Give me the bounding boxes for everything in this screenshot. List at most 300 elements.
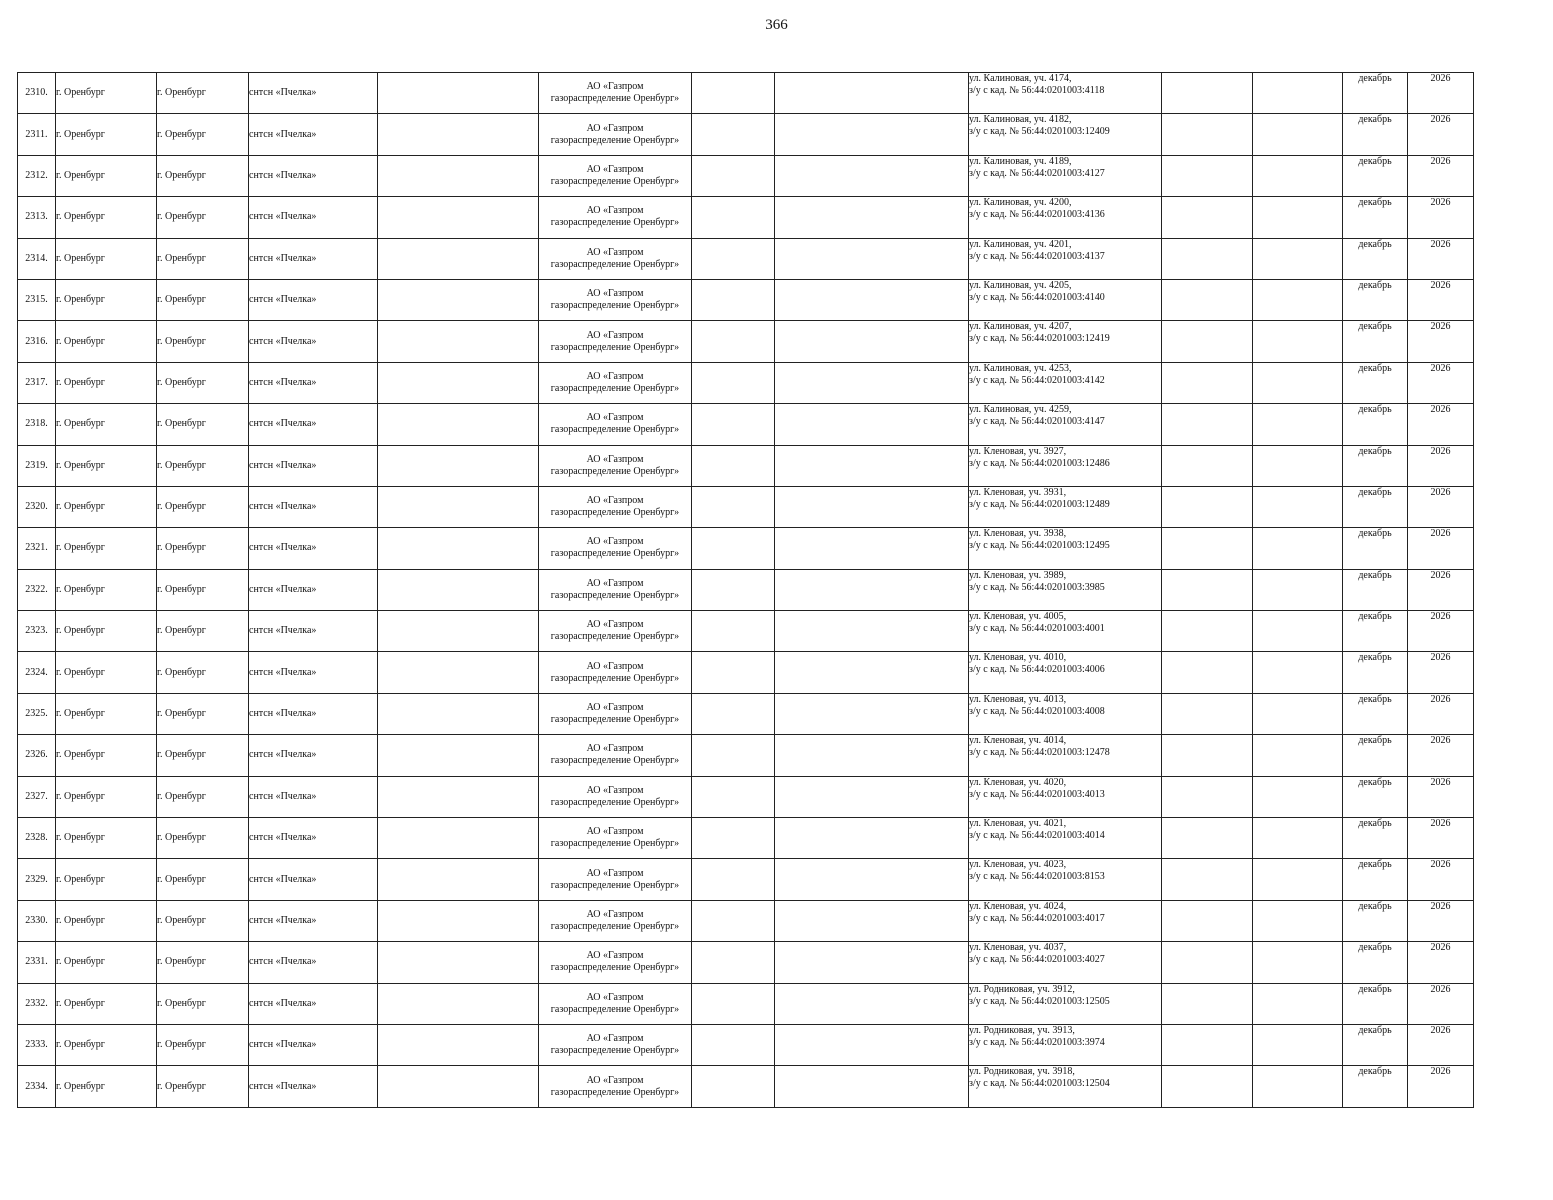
address-cell (969, 1024, 1162, 1065)
empty-cell (692, 404, 775, 445)
organization-cell (539, 569, 692, 610)
organization-cell (539, 73, 692, 114)
month-cell: декабрь (1343, 404, 1408, 445)
table-row (18, 1066, 1474, 1107)
address-line-1: ул. Калиновая, уч. 4174, (969, 73, 1072, 84)
table-row (18, 611, 1474, 652)
empty-cell (692, 362, 775, 403)
empty-cell (775, 321, 969, 362)
organization-line-2: газораспределение Оренбург» (550, 672, 680, 684)
settlement-cell: г. Оренбург (157, 362, 249, 403)
year-cell: 2026 (1408, 569, 1474, 610)
empty-cell (692, 693, 775, 734)
organization-line-2: газораспределение Оренбург» (550, 258, 680, 270)
address-line-1: ул. Калиновая, уч. 4200, (969, 197, 1072, 209)
organization-cell (539, 114, 692, 155)
organization-cell (539, 735, 692, 776)
organization-line-1: АО «Газпром (586, 288, 644, 300)
address-line-2: з/у с кад. № 56:44:0201003:12478 (969, 747, 1110, 759)
address-cell (969, 114, 1162, 155)
row-number: 2322. (18, 569, 56, 610)
settlement-cell: г. Оренбург (157, 404, 249, 445)
empty-cell (378, 735, 539, 776)
row-number: 2319. (18, 445, 56, 486)
organization-line-1: АО «Газпром (586, 81, 644, 93)
table-row (18, 652, 1474, 693)
empty-cell (1253, 983, 1343, 1024)
empty-cell (775, 1066, 969, 1107)
address-line-1: ул. Калиновая, уч. 4259, (969, 404, 1072, 416)
organization-line-2: газораспределение Оренбург» (550, 714, 680, 726)
month-cell: декабрь (1343, 983, 1408, 1024)
empty-cell (1253, 528, 1343, 569)
month-cell: декабрь (1343, 652, 1408, 693)
empty-cell (378, 1066, 539, 1107)
address-cell (969, 942, 1162, 983)
snt-cell: снтсн «Пчелка» (249, 652, 378, 693)
address-line-2: з/у с кад. № 56:44:0201003:12486 (969, 457, 1110, 469)
organization-cell (539, 859, 692, 900)
empty-cell (692, 528, 775, 569)
organization-line-1: АО «Газпром (586, 826, 644, 838)
empty-cell (775, 279, 969, 320)
organization-line-1: АО «Газпром (586, 1033, 644, 1045)
row-number: 2320. (18, 486, 56, 527)
organization-line-2: газораспределение Оренбург» (550, 134, 680, 146)
empty-cell (1162, 114, 1253, 155)
empty-cell (378, 652, 539, 693)
year-cell: 2026 (1408, 321, 1474, 362)
organization-line-1: АО «Газпром (586, 1074, 644, 1086)
organization-cell (539, 900, 692, 941)
empty-cell (378, 776, 539, 817)
snt-cell: снтсн «Пчелка» (249, 238, 378, 279)
address-cell (969, 983, 1162, 1024)
settlement-cell: г. Оренбург (157, 155, 249, 196)
address-line-1: ул. Кленовая, уч. 3938, (969, 528, 1067, 540)
municipality-cell: г. Оренбург (56, 1066, 157, 1107)
empty-cell (775, 404, 969, 445)
row-number: 2312. (18, 155, 56, 196)
empty-cell (1253, 155, 1343, 196)
empty-cell (1162, 900, 1253, 941)
organization-cell (539, 404, 692, 445)
year-cell: 2026 (1408, 776, 1474, 817)
address-cell (969, 197, 1162, 238)
empty-cell (1162, 569, 1253, 610)
empty-cell (775, 776, 969, 817)
organization-cell (539, 445, 692, 486)
empty-cell (1253, 693, 1343, 734)
empty-cell (378, 983, 539, 1024)
month-cell: декабрь (1343, 569, 1408, 610)
organization-cell (539, 321, 692, 362)
municipality-cell: г. Оренбург (56, 1024, 157, 1065)
settlement-cell: г. Оренбург (157, 73, 249, 114)
organization-line-1: АО «Газпром (586, 370, 644, 382)
address-cell (969, 279, 1162, 320)
organization-cell (539, 1024, 692, 1065)
row-number: 2332. (18, 983, 56, 1024)
year-cell: 2026 (1408, 818, 1474, 859)
year-cell: 2026 (1408, 1024, 1474, 1065)
address-line-2: з/у с кад. № 56:44:0201003:3974 (969, 1036, 1105, 1048)
empty-cell (692, 197, 775, 238)
organization-line-2: газораспределение Оренбург» (550, 1003, 680, 1015)
row-number: 2318. (18, 404, 56, 445)
table-row (18, 321, 1474, 362)
empty-cell (378, 238, 539, 279)
row-number: 2314. (18, 238, 56, 279)
empty-cell (692, 942, 775, 983)
municipality-cell: г. Оренбург (56, 611, 157, 652)
municipality-cell: г. Оренбург (56, 73, 157, 114)
organization-line-2: газораспределение Оренбург» (550, 589, 680, 601)
municipality-cell: г. Оренбург (56, 528, 157, 569)
settlement-cell: г. Оренбург (157, 238, 249, 279)
empty-cell (1162, 693, 1253, 734)
organization-cell (539, 279, 692, 320)
empty-cell (692, 818, 775, 859)
settlement-cell: г. Оренбург (157, 486, 249, 527)
row-number: 2330. (18, 900, 56, 941)
organization-line-1: АО «Газпром (586, 536, 644, 548)
table-row (18, 983, 1474, 1024)
empty-cell (692, 983, 775, 1024)
empty-cell (378, 569, 539, 610)
year-cell: 2026 (1408, 486, 1474, 527)
row-number: 2315. (18, 279, 56, 320)
organization-line-2: газораспределение Оренбург» (550, 1045, 680, 1057)
month-cell: декабрь (1343, 735, 1408, 776)
month-cell: декабрь (1343, 238, 1408, 279)
address-line-2: з/у с кад. № 56:44:0201003:12505 (969, 995, 1110, 1007)
empty-cell (1162, 73, 1253, 114)
empty-cell (378, 859, 539, 900)
empty-cell (1253, 652, 1343, 693)
empty-cell (378, 693, 539, 734)
empty-cell (1253, 735, 1343, 776)
organization-line-1: АО «Газпром (586, 329, 644, 341)
address-cell (969, 611, 1162, 652)
municipality-cell: г. Оренбург (56, 776, 157, 817)
organization-line-2: газораспределение Оренбург» (550, 175, 680, 187)
empty-cell (1162, 983, 1253, 1024)
empty-cell (1162, 735, 1253, 776)
address-line-1: ул. Калиновая, уч. 4189, (969, 155, 1072, 167)
empty-cell (1162, 776, 1253, 817)
snt-cell: снтсн «Пчелка» (249, 486, 378, 527)
organization-line-2: газораспределение Оренбург» (550, 465, 680, 477)
month-cell: декабрь (1343, 1066, 1408, 1107)
organization-line-2: газораспределение Оренбург» (550, 382, 680, 394)
row-number: 2316. (18, 321, 56, 362)
address-cell (969, 900, 1162, 941)
month-cell: декабрь (1343, 445, 1408, 486)
organization-cell (539, 818, 692, 859)
settlement-cell: г. Оренбург (157, 693, 249, 734)
empty-cell (692, 279, 775, 320)
table-row (18, 900, 1474, 941)
snt-cell: снтсн «Пчелка» (249, 321, 378, 362)
address-line-1: ул. Кленовая, уч. 4005, (969, 611, 1067, 623)
empty-cell (1162, 321, 1253, 362)
empty-cell (378, 611, 539, 652)
address-line-2: з/у с кад. № 56:44:0201003:4118 (969, 85, 1105, 96)
address-cell (969, 859, 1162, 900)
organization-line-2: газораспределение Оренбург» (550, 1086, 680, 1098)
empty-cell (692, 445, 775, 486)
year-cell: 2026 (1408, 238, 1474, 279)
month-cell: декабрь (1343, 693, 1408, 734)
empty-cell (775, 569, 969, 610)
month-cell: декабрь (1343, 321, 1408, 362)
settlement-cell: г. Оренбург (157, 818, 249, 859)
organization-line-1: АО «Газпром (586, 784, 644, 796)
organization-line-2: газораспределение Оренбург» (550, 921, 680, 932)
settlement-cell: г. Оренбург (157, 776, 249, 817)
empty-cell (692, 735, 775, 776)
empty-cell (1253, 818, 1343, 859)
month-cell: декабрь (1343, 362, 1408, 403)
empty-cell (692, 859, 775, 900)
empty-cell (378, 486, 539, 527)
empty-cell (1162, 942, 1253, 983)
empty-cell (1162, 486, 1253, 527)
empty-cell (775, 983, 969, 1024)
month-cell: декабрь (1343, 776, 1408, 817)
municipality-cell: г. Оренбург (56, 155, 157, 196)
organization-line-1: АО «Газпром (586, 412, 644, 424)
settlement-cell: г. Оренбург (157, 942, 249, 983)
year-cell: 2026 (1408, 693, 1474, 734)
empty-cell (692, 73, 775, 114)
organization-cell (539, 528, 692, 569)
empty-cell (1162, 238, 1253, 279)
empty-cell (1253, 900, 1343, 941)
empty-cell (775, 445, 969, 486)
address-cell (969, 73, 1162, 114)
year-cell: 2026 (1408, 197, 1474, 238)
empty-cell (1253, 569, 1343, 610)
table-row (18, 114, 1474, 155)
empty-cell (378, 528, 539, 569)
address-line-1: ул. Кленовая, уч. 3931, (969, 486, 1067, 498)
settlement-cell: г. Оренбург (157, 859, 249, 900)
empty-cell (775, 238, 969, 279)
table-row (18, 735, 1474, 776)
empty-cell (1253, 279, 1343, 320)
address-cell (969, 776, 1162, 817)
empty-cell (775, 818, 969, 859)
organization-cell (539, 155, 692, 196)
snt-cell: снтсн «Пчелка» (249, 73, 378, 114)
row-number: 2326. (18, 735, 56, 776)
row-number: 2324. (18, 652, 56, 693)
empty-cell (775, 362, 969, 403)
year-cell: 2026 (1408, 611, 1474, 652)
empty-cell (775, 155, 969, 196)
address-line-2: з/у с кад. № 56:44:0201003:4001 (969, 623, 1105, 635)
municipality-cell: г. Оренбург (56, 197, 157, 238)
empty-cell (775, 942, 969, 983)
address-cell (969, 404, 1162, 445)
empty-cell (1253, 942, 1343, 983)
snt-cell: снтсн «Пчелка» (249, 983, 378, 1024)
municipality-cell: г. Оренбург (56, 652, 157, 693)
empty-cell (692, 776, 775, 817)
municipality-cell: г. Оренбург (56, 321, 157, 362)
gasification-register-table (17, 72, 1474, 1108)
table-row (18, 776, 1474, 817)
row-number: 2328. (18, 818, 56, 859)
empty-cell (1162, 652, 1253, 693)
municipality-cell: г. Оренбург (56, 983, 157, 1024)
address-cell (969, 238, 1162, 279)
organization-line-2: газораспределение Оренбург» (550, 838, 680, 850)
address-line-2: з/у с кад. № 56:44:0201003:12495 (969, 540, 1110, 552)
month-cell: декабрь (1343, 528, 1408, 569)
address-line-1: ул. Кленовая, уч. 4010, (969, 652, 1067, 664)
address-cell (969, 486, 1162, 527)
settlement-cell: г. Оренбург (157, 1024, 249, 1065)
month-cell: декабрь (1343, 73, 1408, 114)
empty-cell (692, 321, 775, 362)
address-line-2: з/у с кад. № 56:44:0201003:4136 (969, 209, 1105, 221)
organization-cell (539, 238, 692, 279)
empty-cell (378, 404, 539, 445)
address-line-1: ул. Родниковая, уч. 3912, (969, 983, 1075, 995)
municipality-cell: г. Оренбург (56, 818, 157, 859)
snt-cell: снтсн «Пчелка» (249, 155, 378, 196)
row-number: 2325. (18, 693, 56, 734)
snt-cell: снтсн «Пчелка» (249, 362, 378, 403)
organization-line-1: АО «Газпром (586, 950, 644, 962)
month-cell: декабрь (1343, 114, 1408, 155)
address-cell (969, 569, 1162, 610)
address-line-2: з/у с кад. № 56:44:0201003:12504 (969, 1078, 1110, 1090)
snt-cell: снтсн «Пчелка» (249, 611, 378, 652)
year-cell: 2026 (1408, 900, 1474, 941)
empty-cell (692, 900, 775, 941)
empty-cell (775, 1024, 969, 1065)
empty-cell (378, 445, 539, 486)
organization-line-1: АО «Газпром (586, 909, 644, 920)
address-line-1: ул. Кленовая, уч. 3927, (969, 445, 1067, 457)
municipality-cell: г. Оренбург (56, 362, 157, 403)
organization-cell (539, 652, 692, 693)
municipality-cell: г. Оренбург (56, 569, 157, 610)
empty-cell (775, 73, 969, 114)
organization-line-1: АО «Газпром (586, 122, 644, 134)
empty-cell (692, 238, 775, 279)
empty-cell (775, 197, 969, 238)
year-cell: 2026 (1408, 652, 1474, 693)
month-cell: декабрь (1343, 859, 1408, 900)
address-cell (969, 445, 1162, 486)
organization-line-1: АО «Газпром (586, 743, 644, 755)
address-line-2: з/у с кад. № 56:44:0201003:12419 (969, 333, 1110, 345)
empty-cell (1162, 1066, 1253, 1107)
organization-line-2: газораспределение Оренбург» (550, 424, 680, 436)
year-cell: 2026 (1408, 362, 1474, 403)
address-line-2: з/у с кад. № 56:44:0201003:4014 (969, 830, 1105, 842)
address-line-1: ул. Калиновая, уч. 4207, (969, 321, 1072, 333)
empty-cell (378, 1024, 539, 1065)
table-row (18, 693, 1474, 734)
empty-cell (1253, 1066, 1343, 1107)
address-line-1: ул. Калиновая, уч. 4253, (969, 362, 1072, 374)
row-number: 2317. (18, 362, 56, 403)
address-line-1: ул. Родниковая, уч. 3913, (969, 1024, 1075, 1036)
empty-cell (378, 197, 539, 238)
municipality-cell: г. Оренбург (56, 238, 157, 279)
address-cell (969, 155, 1162, 196)
empty-cell (1253, 238, 1343, 279)
organization-line-1: АО «Газпром (586, 702, 644, 714)
empty-cell (1162, 445, 1253, 486)
empty-cell (692, 611, 775, 652)
address-line-2: з/у с кад. № 56:44:0201003:4127 (969, 167, 1105, 179)
settlement-cell: г. Оренбург (157, 197, 249, 238)
empty-cell (1253, 404, 1343, 445)
empty-cell (378, 114, 539, 155)
snt-cell: снтсн «Пчелка» (249, 818, 378, 859)
page-number: 366 (765, 17, 788, 33)
year-cell: 2026 (1408, 404, 1474, 445)
organization-line-2: газораспределение Оренбург» (550, 631, 680, 643)
organization-line-1: АО «Газпром (586, 495, 644, 507)
table-row (18, 404, 1474, 445)
empty-cell (378, 155, 539, 196)
address-line-2: з/у с кад. № 56:44:0201003:12409 (969, 126, 1110, 138)
table-row (18, 486, 1474, 527)
organization-line-1: АО «Газпром (586, 163, 644, 175)
organization-cell (539, 776, 692, 817)
municipality-cell: г. Оренбург (56, 900, 157, 941)
settlement-cell: г. Оренбург (157, 611, 249, 652)
row-number: 2331. (18, 942, 56, 983)
municipality-cell: г. Оренбург (56, 279, 157, 320)
municipality-cell: г. Оренбург (56, 942, 157, 983)
organization-line-2: газораспределение Оренбург» (550, 962, 680, 974)
empty-cell (775, 486, 969, 527)
empty-cell (775, 611, 969, 652)
settlement-cell: г. Оренбург (157, 569, 249, 610)
empty-cell (1162, 611, 1253, 652)
table-row (18, 155, 1474, 196)
municipality-cell: г. Оренбург (56, 404, 157, 445)
organization-line-2: газораспределение Оренбург» (550, 879, 680, 891)
empty-cell (1162, 362, 1253, 403)
municipality-cell: г. Оренбург (56, 735, 157, 776)
empty-cell (1253, 776, 1343, 817)
organization-line-2: газораспределение Оренбург» (550, 755, 680, 767)
municipality-cell: г. Оренбург (56, 114, 157, 155)
empty-cell (692, 569, 775, 610)
snt-cell: снтсн «Пчелка» (249, 1066, 378, 1107)
address-line-1: ул. Кленовая, уч. 3989, (969, 569, 1067, 581)
address-line-1: ул. Калиновая, уч. 4205, (969, 279, 1072, 291)
table-row (18, 859, 1474, 900)
organization-line-2: газораспределение Оренбург» (550, 217, 680, 229)
row-number: 2327. (18, 776, 56, 817)
organization-line-1: АО «Газпром (586, 246, 644, 258)
empty-cell (1162, 404, 1253, 445)
address-line-1: ул. Калиновая, уч. 4201, (969, 238, 1072, 250)
organization-line-1: АО «Газпром (586, 619, 644, 631)
address-line-2: з/у с кад. № 56:44:0201003:4140 (969, 291, 1105, 303)
